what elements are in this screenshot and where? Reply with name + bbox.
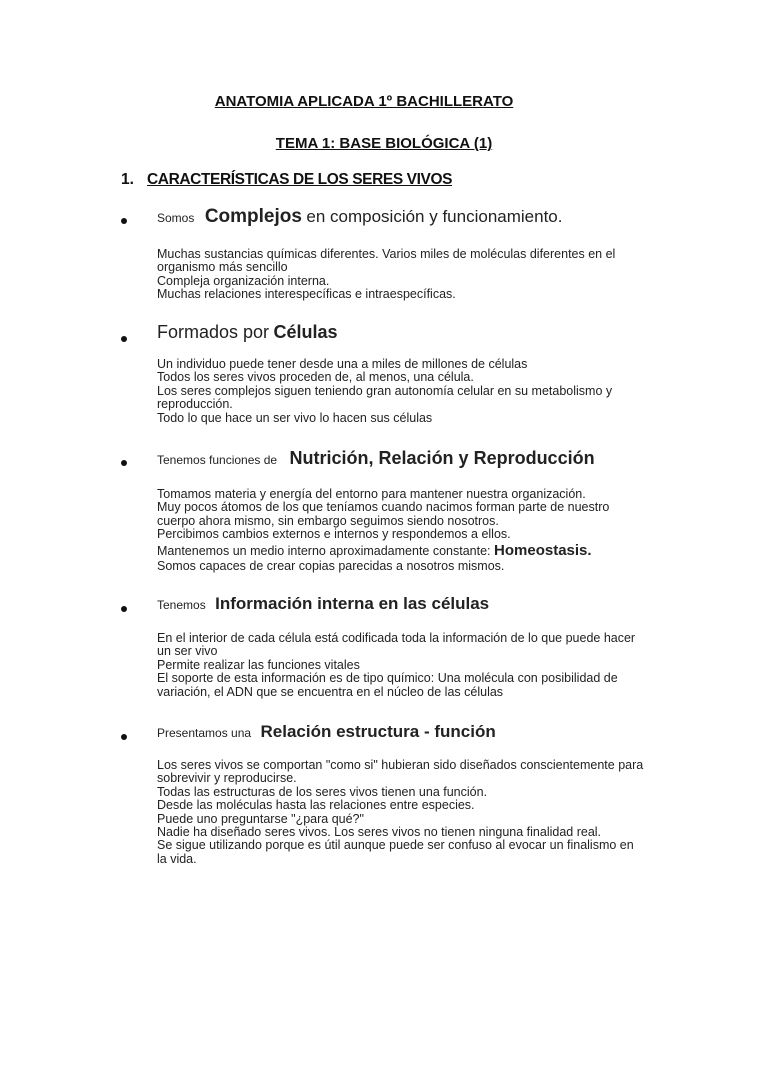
homeostasis-lead: Mantenemos un medio interno aproximadamente constante:	[157, 543, 491, 558]
bullet-informacion	[0, 594, 768, 699]
bullet-details	[157, 632, 657, 699]
detail-line: sobrevivir y reproducirse.	[157, 771, 297, 786]
bullet-lead-text: Somos	[157, 211, 195, 225]
detail-line: Desde las moléculas hasta las relaciones entre especies.	[157, 798, 475, 813]
bullet-details	[157, 358, 657, 425]
section-heading	[121, 171, 452, 189]
section-number: 1.	[121, 171, 134, 188]
detail-line: Muchas relaciones interespecíficas e intraespecíficas.	[157, 287, 456, 302]
detail-line: Todo lo que hace un ser vivo lo hacen sus células	[157, 410, 433, 425]
bullet-keyword: Relación estructura - función	[260, 722, 496, 741]
bullet-details	[157, 488, 657, 573]
detail-line: organismo más sencillo	[157, 260, 288, 275]
detail-line: Compleja organización interna.	[157, 273, 330, 288]
bullet-dot	[121, 218, 127, 224]
detail-line: Un individuo puede tener desde una a miles de millones de células	[157, 357, 528, 371]
document-title: ANATOMIA APLICADA 1º BACHILLERATO	[214, 93, 514, 110]
bullet-lead-text: Presentamos una	[157, 726, 252, 740]
section-title: CARACTERÍSTICAS DE LOS SERES VIVOS	[147, 171, 453, 188]
bullet-details	[157, 759, 657, 866]
detail-line: Somos capaces de crear copias parecidas a nosotros mismos.	[157, 558, 505, 573]
detail-line: Permite realizar las funciones vitales	[157, 657, 360, 672]
bullet-keyword: Complejos	[204, 206, 302, 227]
detail-line: El soporte de esta información es de tipo químico: Una molécula con posibilidad de	[157, 671, 618, 686]
detail-line: variación, el ADN que se encuentra en el núcleo de las células	[157, 684, 504, 699]
homeostasis-keyword: Homeostasis.	[494, 541, 592, 559]
bullet-dot	[121, 460, 127, 466]
detail-line: Muy pocos átomos de los que teníamos cuando nacimos forman parte de nuestro	[157, 500, 610, 515]
bullet-funciones	[0, 448, 768, 573]
bullet-estructura	[0, 722, 768, 866]
document-subtitle: TEMA 1: BASE BIOLÓGICA (1)	[275, 135, 493, 152]
detail-line: Todas las estructuras de los seres vivos tienen una función.	[157, 784, 488, 799]
detail-line: la vida.	[157, 851, 197, 866]
bullet-complejos	[0, 206, 768, 302]
detail-line: Los seres vivos se comportan "como si" hubieran sido diseñados conscientemente para	[157, 758, 644, 772]
bullet-lead-text: Tenemos funciones de	[157, 453, 278, 467]
detail-line: Todos los seres vivos proceden de, al menos, una célula.	[157, 370, 474, 385]
detail-line: Percibimos cambios externos e internos y respondemos a ellos.	[157, 527, 511, 542]
detail-line: Tomamos materia y energía del entorno para mantener nuestra organización.	[157, 487, 586, 501]
bullet-keyword: Información interna en las células	[215, 594, 490, 613]
detail-line: Se sigue utilizando porque es útil aunque puede ser confuso al evocar un finalismo en	[157, 838, 634, 853]
bullet-trail-text: en composición y funcionamiento.	[306, 207, 563, 226]
detail-line: Muchas sustancias químicas diferentes. Varios miles de moléculas diferentes en el	[157, 247, 616, 261]
detail-line: cuerpo ahora mismo, sin embargo seguimos siendo nosotros.	[157, 513, 499, 528]
bullet-dot	[121, 336, 127, 342]
bullet-keyword: Nutrición, Relación y Reproducción	[289, 448, 595, 468]
bullet-celulas	[0, 322, 768, 425]
detail-line: reproducción.	[157, 397, 233, 412]
homeostasis-line	[157, 542, 657, 560]
bullet-details	[157, 248, 657, 302]
bullet-lead-text: Tenemos	[157, 598, 206, 612]
detail-line: Puede uno preguntarse "¿para qué?"	[157, 811, 364, 826]
detail-line: un ser vivo	[157, 644, 218, 659]
bullet-keyword: Células	[273, 322, 338, 342]
bullet-dot	[121, 734, 127, 740]
detail-line: En el interior de cada célula está codificada toda la información de lo que puede hacer	[157, 631, 636, 645]
detail-line: Los seres complejos siguen teniendo gran autonomía celular en su metabolismo y	[157, 383, 613, 398]
bullet-dot	[121, 606, 127, 612]
detail-line: Nadie ha diseñado seres vivos. Los seres vivos no tienen ninguna finalidad real.	[157, 825, 602, 840]
bullet-lead-text: Formados por	[157, 322, 270, 342]
